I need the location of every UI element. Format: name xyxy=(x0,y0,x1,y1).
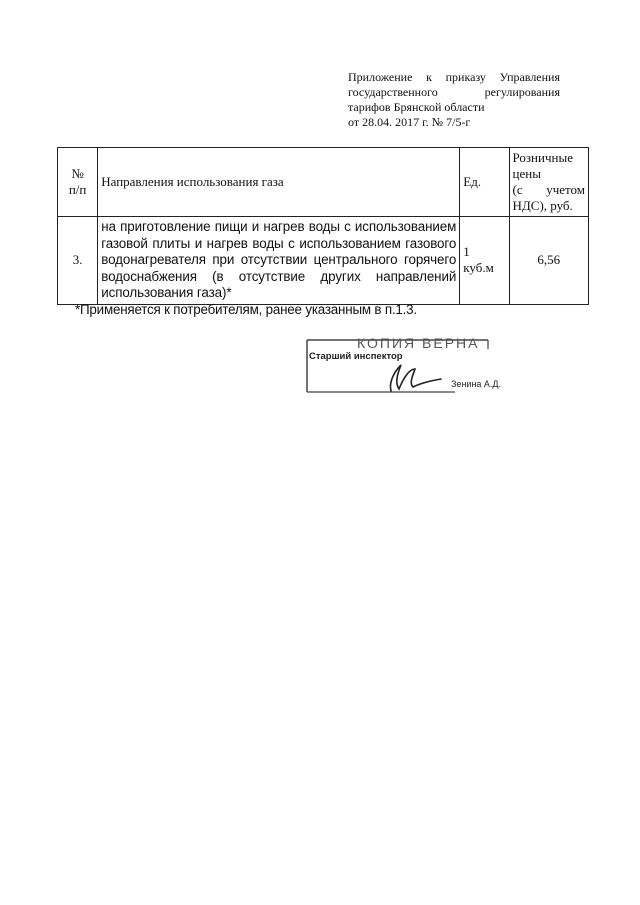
header-line-1: Приложение к приказу Управления xyxy=(348,70,560,84)
appendix-header xyxy=(348,70,560,130)
footnote: *Применяется к потребителям, ранее указанным в п.1.3. xyxy=(75,302,417,317)
header-num-line-1: № xyxy=(71,166,84,181)
header-line-2: государственного регулирования xyxy=(348,85,560,99)
table-row xyxy=(58,217,589,305)
header-price-line-4: НДС), руб. xyxy=(512,198,573,213)
header-num-line-2: п/п xyxy=(68,182,87,197)
signature-mark xyxy=(390,365,441,391)
row-direction: на приготовление пищи и нагрев воды с использованием газовой плиты и нагрев воды с использованием газового водонагревателя при отсутствии центрального горячего водоснабжения (в отсутствие других направлений использования газа)* xyxy=(98,217,460,305)
certification-stamp xyxy=(305,335,502,395)
header-price-line-1: Розничные xyxy=(512,150,573,165)
header-unit: Ед. xyxy=(460,148,509,217)
row-num: 3. xyxy=(58,217,98,305)
stamp-title: КОПИЯ ВЕРНА xyxy=(357,335,480,351)
row-price: 6,56 xyxy=(509,217,588,305)
tariff-table xyxy=(57,147,589,305)
header-line-3: тарифов Брянской области xyxy=(348,100,485,114)
row-unit-line-1: 1 xyxy=(463,244,470,260)
header-price-line-2: цены xyxy=(512,166,541,181)
row-unit xyxy=(460,217,509,305)
header-price-line-3: (с учетом xyxy=(512,182,585,197)
row-unit-line-2: куб.м xyxy=(463,260,494,276)
stamp-role: Старший инспектор xyxy=(309,351,403,362)
header-line-4: от 28.04. 2017 г. № 7/5-г xyxy=(348,115,471,129)
header-price xyxy=(509,148,588,217)
header-num xyxy=(58,148,98,217)
header-direction: Направления использования газа xyxy=(98,148,460,217)
stamp-name: Зенина А.Д. xyxy=(451,379,502,389)
table-header-row xyxy=(58,148,589,217)
